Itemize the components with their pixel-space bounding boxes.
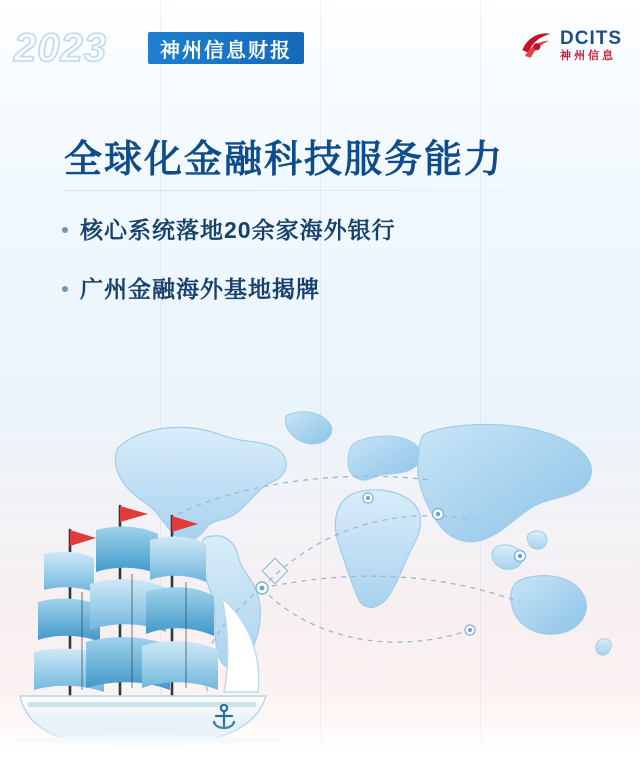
bullet-text: 广州金融海外基地揭牌 — [80, 276, 320, 302]
ship-sails — [34, 527, 218, 692]
logo-en-label: DCITS — [560, 27, 622, 49]
logo-cn-label: 神州信息 — [560, 49, 616, 62]
artwork-svg — [0, 330, 640, 768]
bullet-dot-icon — [62, 227, 68, 233]
report-title-chip: 神州信息财报 — [148, 32, 304, 64]
brand-logo — [519, 28, 622, 62]
bullet-list — [62, 212, 582, 330]
sailing-ship-illustration — [6, 506, 286, 746]
footer-fade — [0, 722, 640, 768]
title-divider — [64, 190, 576, 191]
page-title: 全球化金融科技服务能力 — [64, 139, 505, 181]
list-item — [62, 271, 582, 304]
year-label: 2023 — [14, 26, 107, 70]
dcits-swoosh-logo-icon — [519, 28, 553, 62]
world-map-illustration — [0, 330, 640, 768]
bullet-text: 核心系统落地20余家海外银行 — [80, 217, 396, 243]
header — [0, 0, 640, 92]
logo-text — [560, 29, 622, 62]
list-item — [62, 212, 582, 245]
bullet-dot-icon — [62, 286, 68, 292]
